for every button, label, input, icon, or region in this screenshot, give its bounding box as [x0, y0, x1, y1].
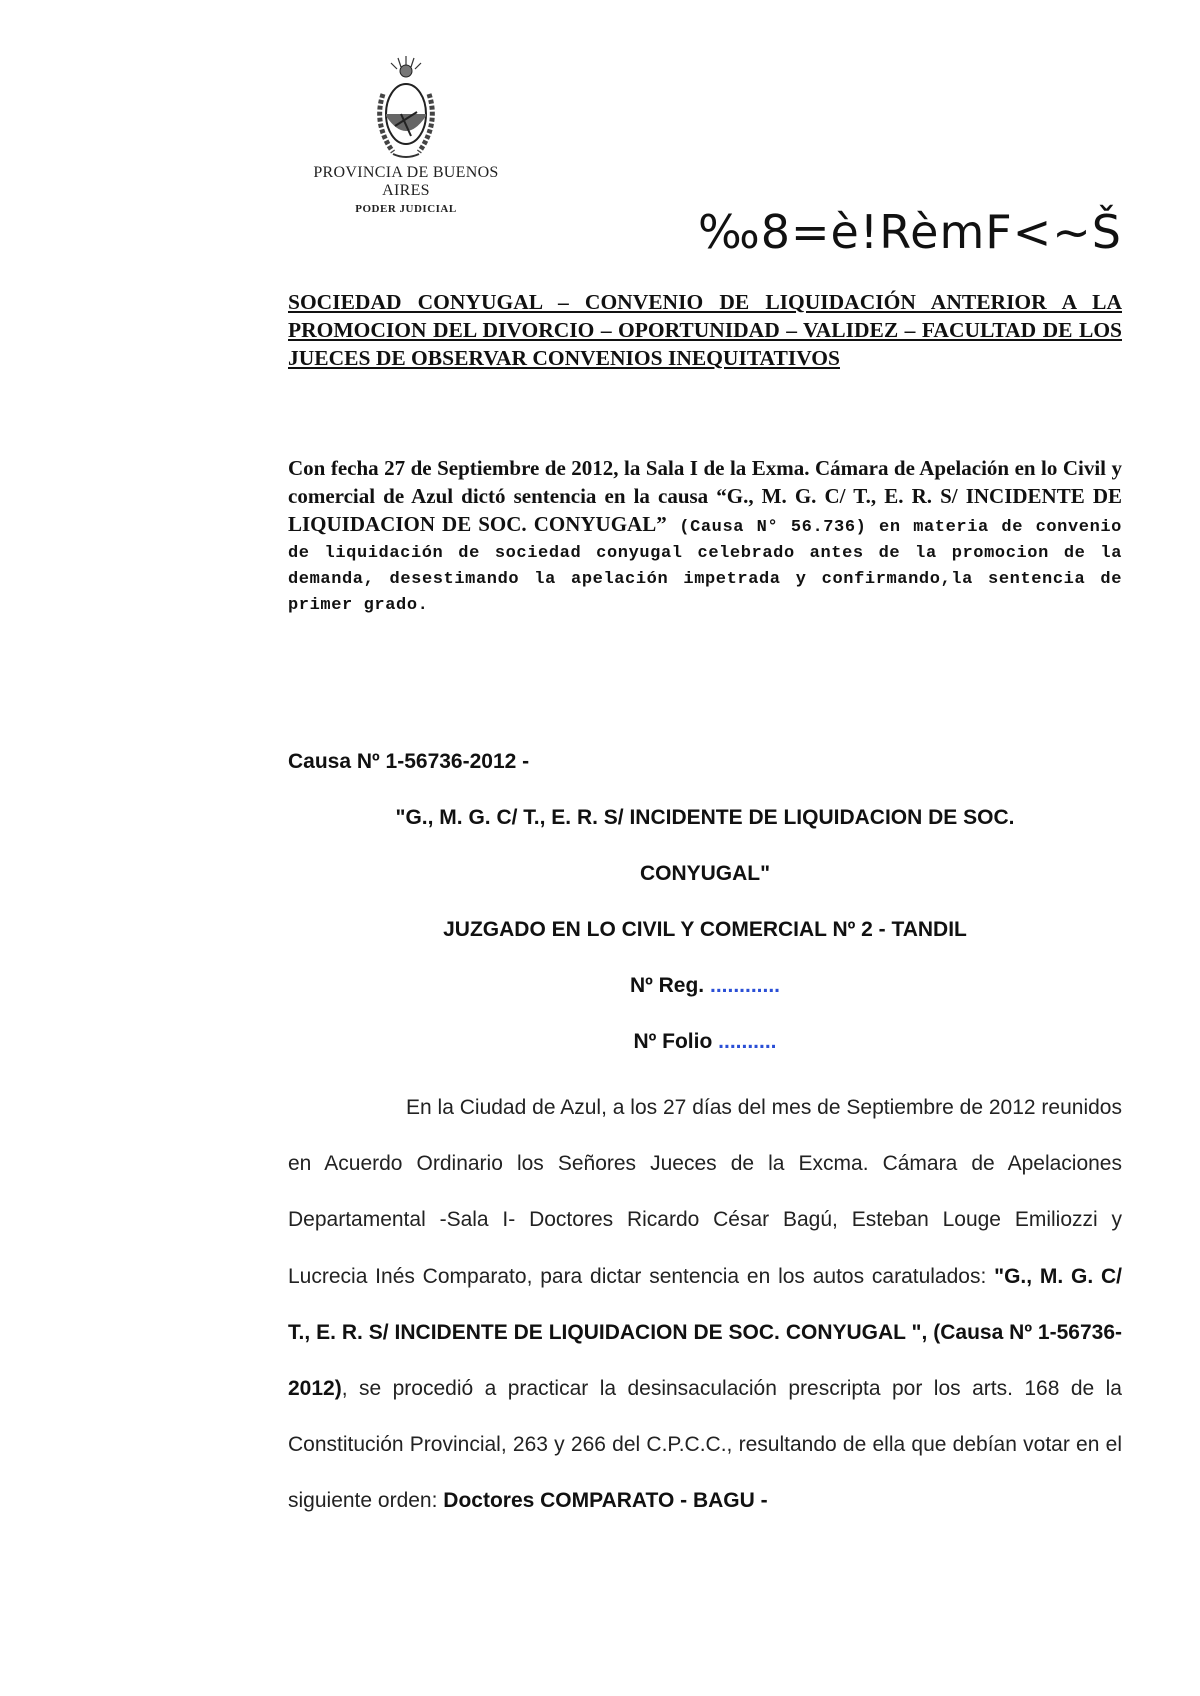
registry-number [288, 974, 1122, 998]
headline: SOCIEDAD CONYUGAL – CONVENIO DE LIQUIDACIÓN ANTERIOR A LA PROMOCION DEL DIVORCIO – OPORTUNIDAD – VALIDEZ – FACULTAD DE LOS JUECES DE OBSERVAR CONVENIOS INEQUITATIVOS [288, 290, 1122, 370]
logo-line-province: PROVINCIA DE BUENOS AIRES [313, 164, 499, 199]
body-text-2: , se procedió a practicar la desinsaculación prescripta por los arts. 168 de la Constitución Provincial, 263 y 266 del C.P.C.C., resultando de ella que debían votar en el siguiente orden: [288, 1377, 1122, 1513]
body-text-1: En la Ciudad de Azul, a los 27 días del mes de Septiembre de 2012 reunidos en Acuerdo Ordinario los Señores Jueces de la Excma. Cámara de Apelaciones Departamental -Sala I- Doctores Ricardo César Bagú, Esteban Louge Emiliozzi y Lucrecia Inés Comparato, para dictar sentencia en los autos caratulados: [288, 1096, 1122, 1288]
registry-label: Nº Reg. [629, 974, 705, 997]
coat-of-arms-icon [371, 54, 441, 162]
registry-dots: ............ [710, 974, 781, 997]
barcode-text: ‰8=è!RèmF<~Š [697, 205, 1122, 259]
summary-paragraph [288, 454, 1122, 619]
body-paragraph [288, 1080, 1122, 1530]
case-caption-line2: CONYUGAL" [639, 862, 771, 885]
folio-label: Nº Folio [633, 1030, 713, 1053]
folio-dots: .......... [718, 1030, 777, 1053]
poder-judicial-logo [288, 54, 524, 215]
case-number: Causa Nº 1-56736-2012 - [288, 750, 530, 773]
body-bold-judges: Doctores COMPARATO - BAGU - [443, 1489, 768, 1513]
case-caption-line1: "G., M. G. C/ T., E. R. S/ INCIDENTE DE LIQUIDACION DE SOC. [395, 806, 1015, 829]
court-name: JUZGADO EN LO CIVIL Y COMERCIAL Nº 2 - TANDIL [443, 918, 967, 941]
summary-mono-text: (Causa N° 56.736) en materia de convenio de liquidación de sociedad conyugal celebrado antes de la promocion de la demanda, desestimando la apelación impetrada y confirmando,la sentencia de primer grado. [288, 518, 1122, 615]
logo-line-judicial: PODER JUDICIAL [355, 203, 457, 215]
summary-serif-text: Con fecha 27 de Septiembre de 2012, la Sala I de la Exma. Cámara de Apelación en lo Civil y comercial de Azul dictó sentencia en la causa “G., M. G. C/ T., E. R. S/ INCIDENTE DE LIQUIDACION DE SOC. CONYUGAL” [288, 456, 1122, 536]
folio-number [288, 1030, 1122, 1054]
body-bold-caption: "G., M. G. C/ T., E. R. S/ INCIDENTE DE LIQUIDACION DE SOC. CONYUGAL ", (Causa Nº 1-56736-2012) [288, 1264, 1123, 1401]
